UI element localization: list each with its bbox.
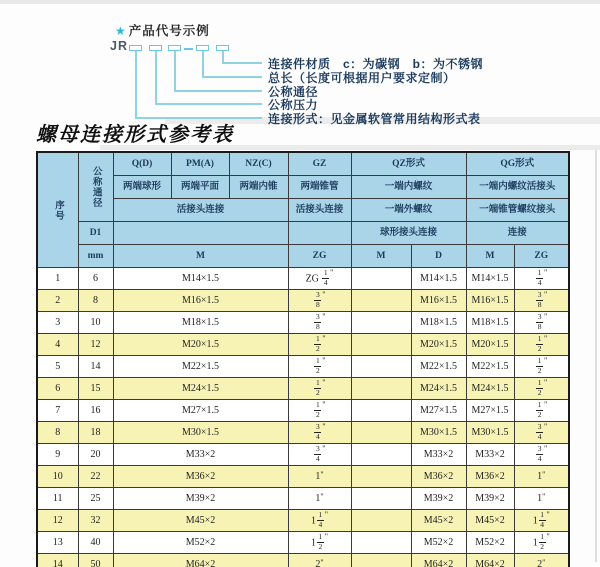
table-row xyxy=(37,378,569,400)
header-conn-2: 活接头连接 xyxy=(288,199,351,222)
table-cell: M30×1.5 xyxy=(466,422,514,444)
table-cell: 1 $\frac{1}{4}$ " xyxy=(514,510,569,532)
table-cell: 1 $\frac{1}{2}$ " xyxy=(514,532,569,554)
table-cell: $\frac{3}{8}$ " xyxy=(514,290,569,312)
table-cell: 2" xyxy=(288,554,351,567)
table-cell: M16×1.5 xyxy=(466,290,514,312)
header-empty xyxy=(288,222,351,245)
table-cell: M24×1.5 xyxy=(113,378,288,400)
header-conn-3: 一端外螺纹 xyxy=(351,199,466,222)
table-cell: M45×2 xyxy=(411,510,466,532)
table-cell: M39×2 xyxy=(466,488,514,510)
table-cell: $\frac{1}{2}$ " xyxy=(288,378,351,400)
header-type-qg: QG形式 xyxy=(466,152,569,176)
header-thread-m3: M xyxy=(466,245,514,268)
table-row xyxy=(37,334,569,356)
table-row xyxy=(37,444,569,466)
connector-line xyxy=(174,51,176,91)
header-thread-zg1: ZG xyxy=(288,245,351,268)
header-ends-4: 两端锥管 xyxy=(288,176,351,199)
table-cell: M64×2 xyxy=(466,554,514,567)
connector-line xyxy=(202,51,204,77)
fraction: $\frac{1}{2}$ xyxy=(537,400,542,419)
table-cell: 6 xyxy=(37,378,78,400)
table-row xyxy=(37,312,569,334)
table-cell: M36×2 xyxy=(113,466,288,488)
table-cell: $\frac{3}{4}$ " xyxy=(288,444,351,466)
table-cell: M14×1.5 xyxy=(411,268,466,290)
table-cell: 6 xyxy=(78,268,113,290)
header-ends-1: 两端球形 xyxy=(113,176,171,199)
diagram-heading xyxy=(115,21,210,39)
table-cell: 1" xyxy=(514,488,569,510)
table-cell: M33×2 xyxy=(113,444,288,466)
table-cell xyxy=(351,356,411,378)
fraction: $\frac{1}{2}$ xyxy=(537,356,542,375)
table-cell: $\frac{1}{2}$ " xyxy=(288,334,351,356)
fraction: $\frac{3}{8}$ xyxy=(537,290,542,309)
table-cell xyxy=(351,312,411,334)
fraction: $\frac{1}{2}$ xyxy=(318,532,323,551)
connector-line xyxy=(222,62,262,64)
table-cell: M30×1.5 xyxy=(411,422,466,444)
table-cell: $\frac{3}{4}$ " xyxy=(288,422,351,444)
header-ends-3: 两端内锥 xyxy=(229,176,288,199)
table-cell: 2 xyxy=(37,290,78,312)
table-body xyxy=(37,268,569,567)
header-thread-d: D xyxy=(411,245,466,268)
table-cell: 10 xyxy=(78,312,113,334)
table-cell: M22×1.5 xyxy=(113,356,288,378)
fraction: $\frac{1}{2}$ xyxy=(537,378,542,397)
table-cell: M14×1.5 xyxy=(113,268,288,290)
header-conn-1: 活接头连接 xyxy=(113,199,288,222)
header-conn-4: 一端锥管螺纹接头 xyxy=(466,199,569,222)
header-type-nzc: NZ(C) xyxy=(229,152,288,176)
table-cell: 22 xyxy=(78,466,113,488)
table-cell xyxy=(351,488,411,510)
header-unit: mm xyxy=(78,245,113,268)
table-cell: $\frac{1}{2}$ " xyxy=(514,356,569,378)
table-cell xyxy=(351,554,411,567)
table-cell xyxy=(351,400,411,422)
header-conn2-qg: 连接 xyxy=(466,222,569,245)
table-cell: M20×1.5 xyxy=(466,334,514,356)
table-cell: 5 xyxy=(37,356,78,378)
table-cell: M52×2 xyxy=(411,532,466,554)
table-cell xyxy=(351,444,411,466)
table-cell: M64×2 xyxy=(113,554,288,567)
table-cell: 9 xyxy=(37,444,78,466)
table-cell: M16×1.5 xyxy=(411,290,466,312)
table-cell: M52×2 xyxy=(113,532,288,554)
fraction: $\frac{1}{2}$ xyxy=(315,356,320,375)
table-cell: M33×2 xyxy=(411,444,466,466)
table-row xyxy=(37,532,569,554)
scan-artifact xyxy=(0,0,600,4)
table-cell: 8 xyxy=(37,422,78,444)
scan-artifact xyxy=(595,150,597,562)
table-cell: $\frac{1}{2}$ " xyxy=(514,400,569,422)
header-ends-5: 一端内螺纹 xyxy=(351,176,466,199)
fraction: $\frac{3}{4}$ xyxy=(315,422,320,441)
table-cell: M16×1.5 xyxy=(113,290,288,312)
fraction: $\frac{1}{2}$ xyxy=(540,532,544,551)
header-type-gz: GZ xyxy=(288,152,351,176)
table-cell: 1 $\frac{1}{4}$ " xyxy=(288,510,351,532)
table-cell xyxy=(351,532,411,554)
code-label-pressure: 公称压力 xyxy=(268,98,319,112)
table-cell: M52×2 xyxy=(466,532,514,554)
table-cell: M18×1.5 xyxy=(113,312,288,334)
table-cell: 11 xyxy=(37,488,78,510)
table-cell: M30×1.5 xyxy=(113,422,288,444)
table-cell: 50 xyxy=(78,554,113,567)
table-cell: $\frac{1}{4}$ " xyxy=(514,268,569,290)
fraction: $\frac{3}{4}$ xyxy=(537,422,542,441)
table-cell: $\frac{3}{8}$ " xyxy=(514,312,569,334)
table-cell: 1" xyxy=(288,488,351,510)
table-cell: 1 xyxy=(37,268,78,290)
table-cell xyxy=(351,466,411,488)
table-cell: M36×2 xyxy=(466,466,514,488)
table-cell: M22×1.5 xyxy=(466,356,514,378)
table-cell: $\frac{1}{2}$ " xyxy=(514,378,569,400)
fraction: $\frac{1}{4}$ xyxy=(537,268,542,287)
header-type-qz: QZ形式 xyxy=(351,152,466,176)
header-d1: D1 xyxy=(78,222,113,245)
table-cell: $\frac{3}{4}$ " xyxy=(514,444,569,466)
table-cell: 32 xyxy=(78,510,113,532)
table-cell: M27×1.5 xyxy=(113,400,288,422)
table-cell: $\frac{1}{2}$ " xyxy=(288,400,351,422)
fraction: $\frac{1}{2}$ xyxy=(315,334,320,353)
table-cell: M45×2 xyxy=(466,510,514,532)
table-cell: M22×1.5 xyxy=(411,356,466,378)
table-cell: M64×2 xyxy=(411,554,466,567)
header-thread-m2: M xyxy=(351,245,411,268)
table-cell: M24×1.5 xyxy=(411,378,466,400)
table-cell: 12 xyxy=(78,334,113,356)
table-row xyxy=(37,422,569,444)
code-label-material: 连接件材质 c：为碳钢 b：为不锈钢 xyxy=(268,57,484,71)
code-dash xyxy=(184,48,193,50)
table-cell: 25 xyxy=(78,488,113,510)
code-label-length: 总长（长度可根据用户要求定制） xyxy=(268,71,456,85)
table-row xyxy=(37,466,569,488)
table-cell: M27×1.5 xyxy=(466,400,514,422)
table-cell: M45×2 xyxy=(113,510,288,532)
table-cell xyxy=(351,510,411,532)
connector-line xyxy=(202,76,262,78)
diagram-heading-text: 产品代号示例 xyxy=(128,24,210,38)
product-code-prefix: JR xyxy=(110,39,128,53)
connector-line xyxy=(155,51,157,104)
table-cell: $\frac{3}{4}$ " xyxy=(514,422,569,444)
table-row xyxy=(37,554,569,567)
table-row xyxy=(37,356,569,378)
table-cell: M33×2 xyxy=(466,444,514,466)
table-cell: 10 xyxy=(37,466,78,488)
table-cell: 1" xyxy=(288,466,351,488)
table-cell: M20×1.5 xyxy=(411,334,466,356)
table-cell: M24×1.5 xyxy=(466,378,514,400)
table-cell xyxy=(351,290,411,312)
table-cell: M27×1.5 xyxy=(411,400,466,422)
table-cell: M18×1.5 xyxy=(466,312,514,334)
connector-line xyxy=(155,103,262,105)
table-cell: 13 xyxy=(37,532,78,554)
table-cell: ZG $\frac{1}{4}$ " xyxy=(288,268,351,290)
fraction: $\frac{3}{4}$ xyxy=(315,444,320,463)
table-cell: $\frac{1}{2}$ " xyxy=(514,334,569,356)
header-diameter: 公称通径 xyxy=(78,152,113,222)
fraction: $\frac{1}{2}$ xyxy=(315,400,320,419)
table-cell xyxy=(351,268,411,290)
connector-line xyxy=(135,51,137,118)
fraction: $\frac{3}{8}$ xyxy=(537,312,542,331)
header-thread-m1: M xyxy=(113,245,288,268)
table-cell xyxy=(351,334,411,356)
table-row xyxy=(37,488,569,510)
table-cell: M14×1.5 xyxy=(466,268,514,290)
table-cell: $\frac{1}{2}$ " xyxy=(288,356,351,378)
header-type-pma: PM(A) xyxy=(171,152,229,176)
header-ends-2: 两端平面 xyxy=(171,176,229,199)
table-cell: M36×2 xyxy=(411,466,466,488)
code-label-connection: 连接形式：见金属软管常用结构形式表 xyxy=(268,112,481,126)
table-cell: 7 xyxy=(37,400,78,422)
code-label-diameter: 公称通径 xyxy=(268,85,319,99)
fraction: $\frac{3}{8}$ xyxy=(315,312,320,331)
fraction: $\frac{1}{4}$ xyxy=(540,510,544,529)
connector-line xyxy=(174,90,262,92)
table-cell xyxy=(351,422,411,444)
table-cell: M39×2 xyxy=(411,488,466,510)
header-empty xyxy=(113,222,288,245)
table-cell xyxy=(351,378,411,400)
table-cell: 1 $\frac{1}{2}$ " xyxy=(288,532,351,554)
table-row xyxy=(37,400,569,422)
table-cell: 40 xyxy=(78,532,113,554)
reference-table xyxy=(36,151,570,567)
table-cell: 2" xyxy=(514,554,569,567)
table-cell: 16 xyxy=(78,400,113,422)
table-cell: M39×2 xyxy=(113,488,288,510)
table-cell: 18 xyxy=(78,422,113,444)
table-cell: 1" xyxy=(514,466,569,488)
table-cell: 12 xyxy=(37,510,78,532)
header-seq: 序号 xyxy=(37,152,78,268)
table-cell: M20×1.5 xyxy=(113,334,288,356)
table-row xyxy=(37,510,569,532)
fraction: $\frac{3}{8}$ xyxy=(315,290,320,309)
table-cell: $\frac{3}{8}$ " xyxy=(288,290,351,312)
table-cell: 14 xyxy=(78,356,113,378)
table-cell: 8 xyxy=(78,290,113,312)
page-title: 螺母连接形式参考表 xyxy=(36,124,234,146)
fraction: $\frac{1}{2}$ xyxy=(537,334,542,353)
fraction: $\frac{1}{2}$ xyxy=(315,378,320,397)
table-cell: 15 xyxy=(78,378,113,400)
fraction: $\frac{1}{4}$ xyxy=(323,268,328,287)
header-thread-zg2: ZG xyxy=(514,245,569,268)
table-cell: 4 xyxy=(37,334,78,356)
header-type-qd: Q(D) xyxy=(113,152,171,176)
fraction: $\frac{3}{4}$ xyxy=(537,444,542,463)
table-header xyxy=(37,152,569,268)
table-cell: M18×1.5 xyxy=(411,312,466,334)
table-cell: $\frac{3}{8}$ " xyxy=(288,312,351,334)
table-row xyxy=(37,268,569,290)
header-ends-6: 一端内螺纹活接头 xyxy=(466,176,569,199)
table-cell: 3 xyxy=(37,312,78,334)
table-cell: 20 xyxy=(78,444,113,466)
table-cell: 14 xyxy=(37,554,78,567)
star-icon: ★ xyxy=(115,24,127,38)
table-row xyxy=(37,290,569,312)
fraction: $\frac{1}{4}$ xyxy=(318,510,323,529)
header-conn2-qz: 球形接头连接 xyxy=(351,222,466,245)
